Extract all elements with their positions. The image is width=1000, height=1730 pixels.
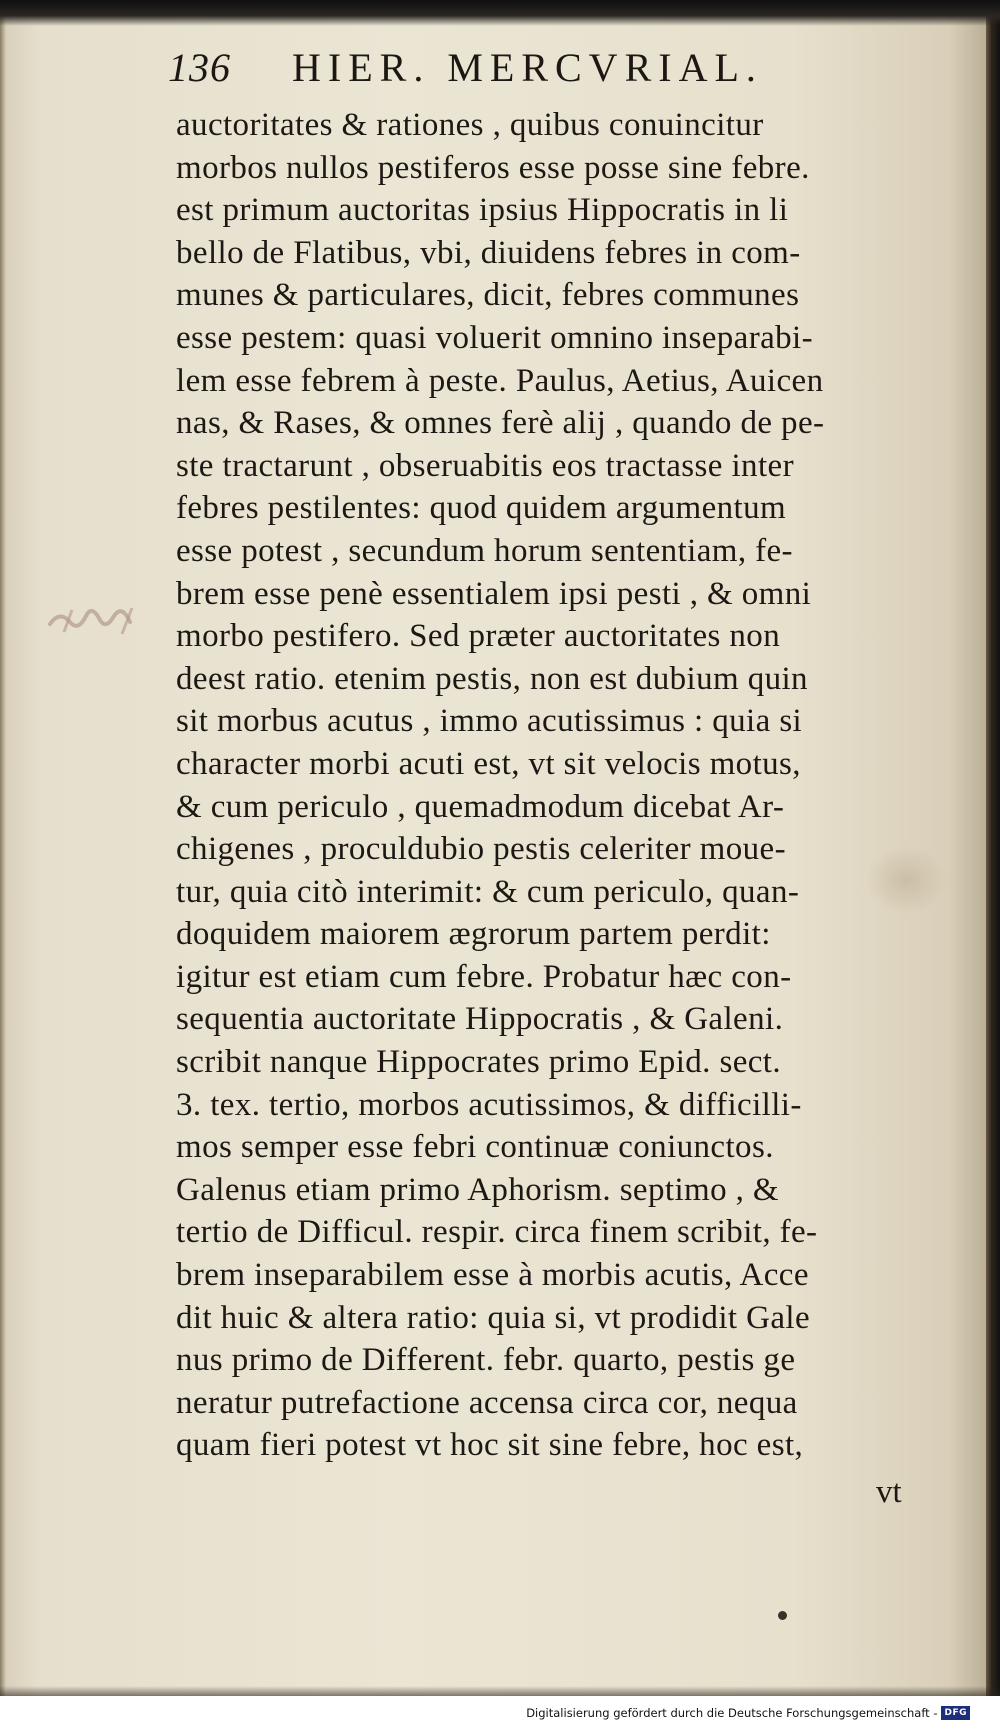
text-line: sequentia auctoritate Hippocratis , & Galeni.: [176, 1001, 784, 1038]
dfg-logo[interactable]: DFG: [941, 1706, 970, 1720]
text-line: febres pestilentes: quod quidem argumentum: [176, 490, 787, 527]
text-line: munes & particulares, dicit, febres communes: [176, 277, 800, 314]
running-head: [168, 44, 858, 96]
text-line: tur, quia citò interimit: & cum periculo, quan-: [176, 873, 800, 910]
text-line: ste tractarunt , obseruabitis eos tractasse inter: [176, 447, 794, 484]
text-line: brem inseparabilem esse à morbis acutis, Acce: [176, 1257, 809, 1294]
page-right-edge: [986, 0, 1000, 1705]
text-line: bello de Flatibus, vbi, diuidens febres in com-: [176, 234, 801, 271]
text-line: auctoritates & rationes , quibus conuincitur: [176, 107, 764, 143]
text-line: quam fieri potest vt hoc sit sine febre, hoc est,: [176, 1427, 804, 1464]
text-line: neratur putrefactione accensa circa cor, nequa: [176, 1384, 798, 1421]
catchword: vt: [876, 1474, 902, 1510]
text-line: scribit nanque Hippocrates primo Epid. sect.: [176, 1044, 782, 1081]
text-line: 3. tex. tertio, morbos acutissimos, & difficilli-: [176, 1086, 802, 1123]
text-line: Galenus etiam primo Aphorism. septimo , &: [176, 1171, 780, 1208]
paper-stain: [866, 845, 946, 915]
digitization-credit: [526, 1703, 970, 1723]
text-line: morbos nullos pestiferos esse posse sine febre.: [176, 149, 810, 186]
header-title: HIER. MERCVRIAL.: [292, 45, 763, 90]
ink-dot: [778, 1611, 787, 1620]
text-line: igitur est etiam cum febre. Probatur hæc con-: [176, 958, 792, 995]
text-line: morbo pestifero. Sed præter auctoritates non: [176, 618, 781, 655]
text-line: character morbi acuti est, vt sit velocis motus,: [176, 745, 801, 782]
text-line: est primum auctoritas ipsius Hippocratis in li: [176, 192, 789, 229]
body-text: [176, 104, 916, 1467]
text-line: esse potest , secundum horum sententiam, fe-: [176, 532, 793, 569]
text-line: nus primo de Different. febr. quarto, pestis ge: [176, 1342, 796, 1379]
text-line: mos semper esse febri continuæ coniunctos.: [176, 1129, 774, 1166]
top-scan-shadow: [0, 0, 1000, 26]
text-line: dit huic & altera ratio: quia si, vt prodidit Gale: [176, 1299, 811, 1336]
text-line: chigenes , proculdubio pestis celeriter moue-: [176, 831, 786, 868]
text-line: sit morbus acutus , immo acutissimus : quia si: [176, 703, 803, 740]
text-line: esse pestem: quasi voluerit omnino inseparabi-: [176, 319, 814, 356]
text-line: & cum periculo , quemadmodum dicebat Ar-: [176, 788, 785, 825]
text-line: lem esse febrem à peste. Paulus, Aetius, Auicen: [176, 362, 824, 399]
text-line: doquidem maiorem ægrorum partem perdit:: [176, 916, 771, 953]
text-line: deest ratio. etenim pestis, non est dubium quin: [176, 660, 808, 697]
page-left-edge: [0, 0, 6, 1700]
credit-text: Digitalisierung gefördert durch die Deutsche Forschungsgemeinschaft -: [526, 1706, 938, 1720]
text-line: nas, & Rases, & omnes ferè alij , quando de pe-: [176, 405, 825, 442]
marginal-ink-mark-icon: [44, 598, 154, 644]
text-line: brem esse penè essentialem ipsi pesti , & omni: [176, 575, 812, 612]
text-line: tertio de Difficul. respir. circa finem scribit, fe-: [176, 1214, 818, 1251]
page-number: 136: [168, 45, 231, 90]
